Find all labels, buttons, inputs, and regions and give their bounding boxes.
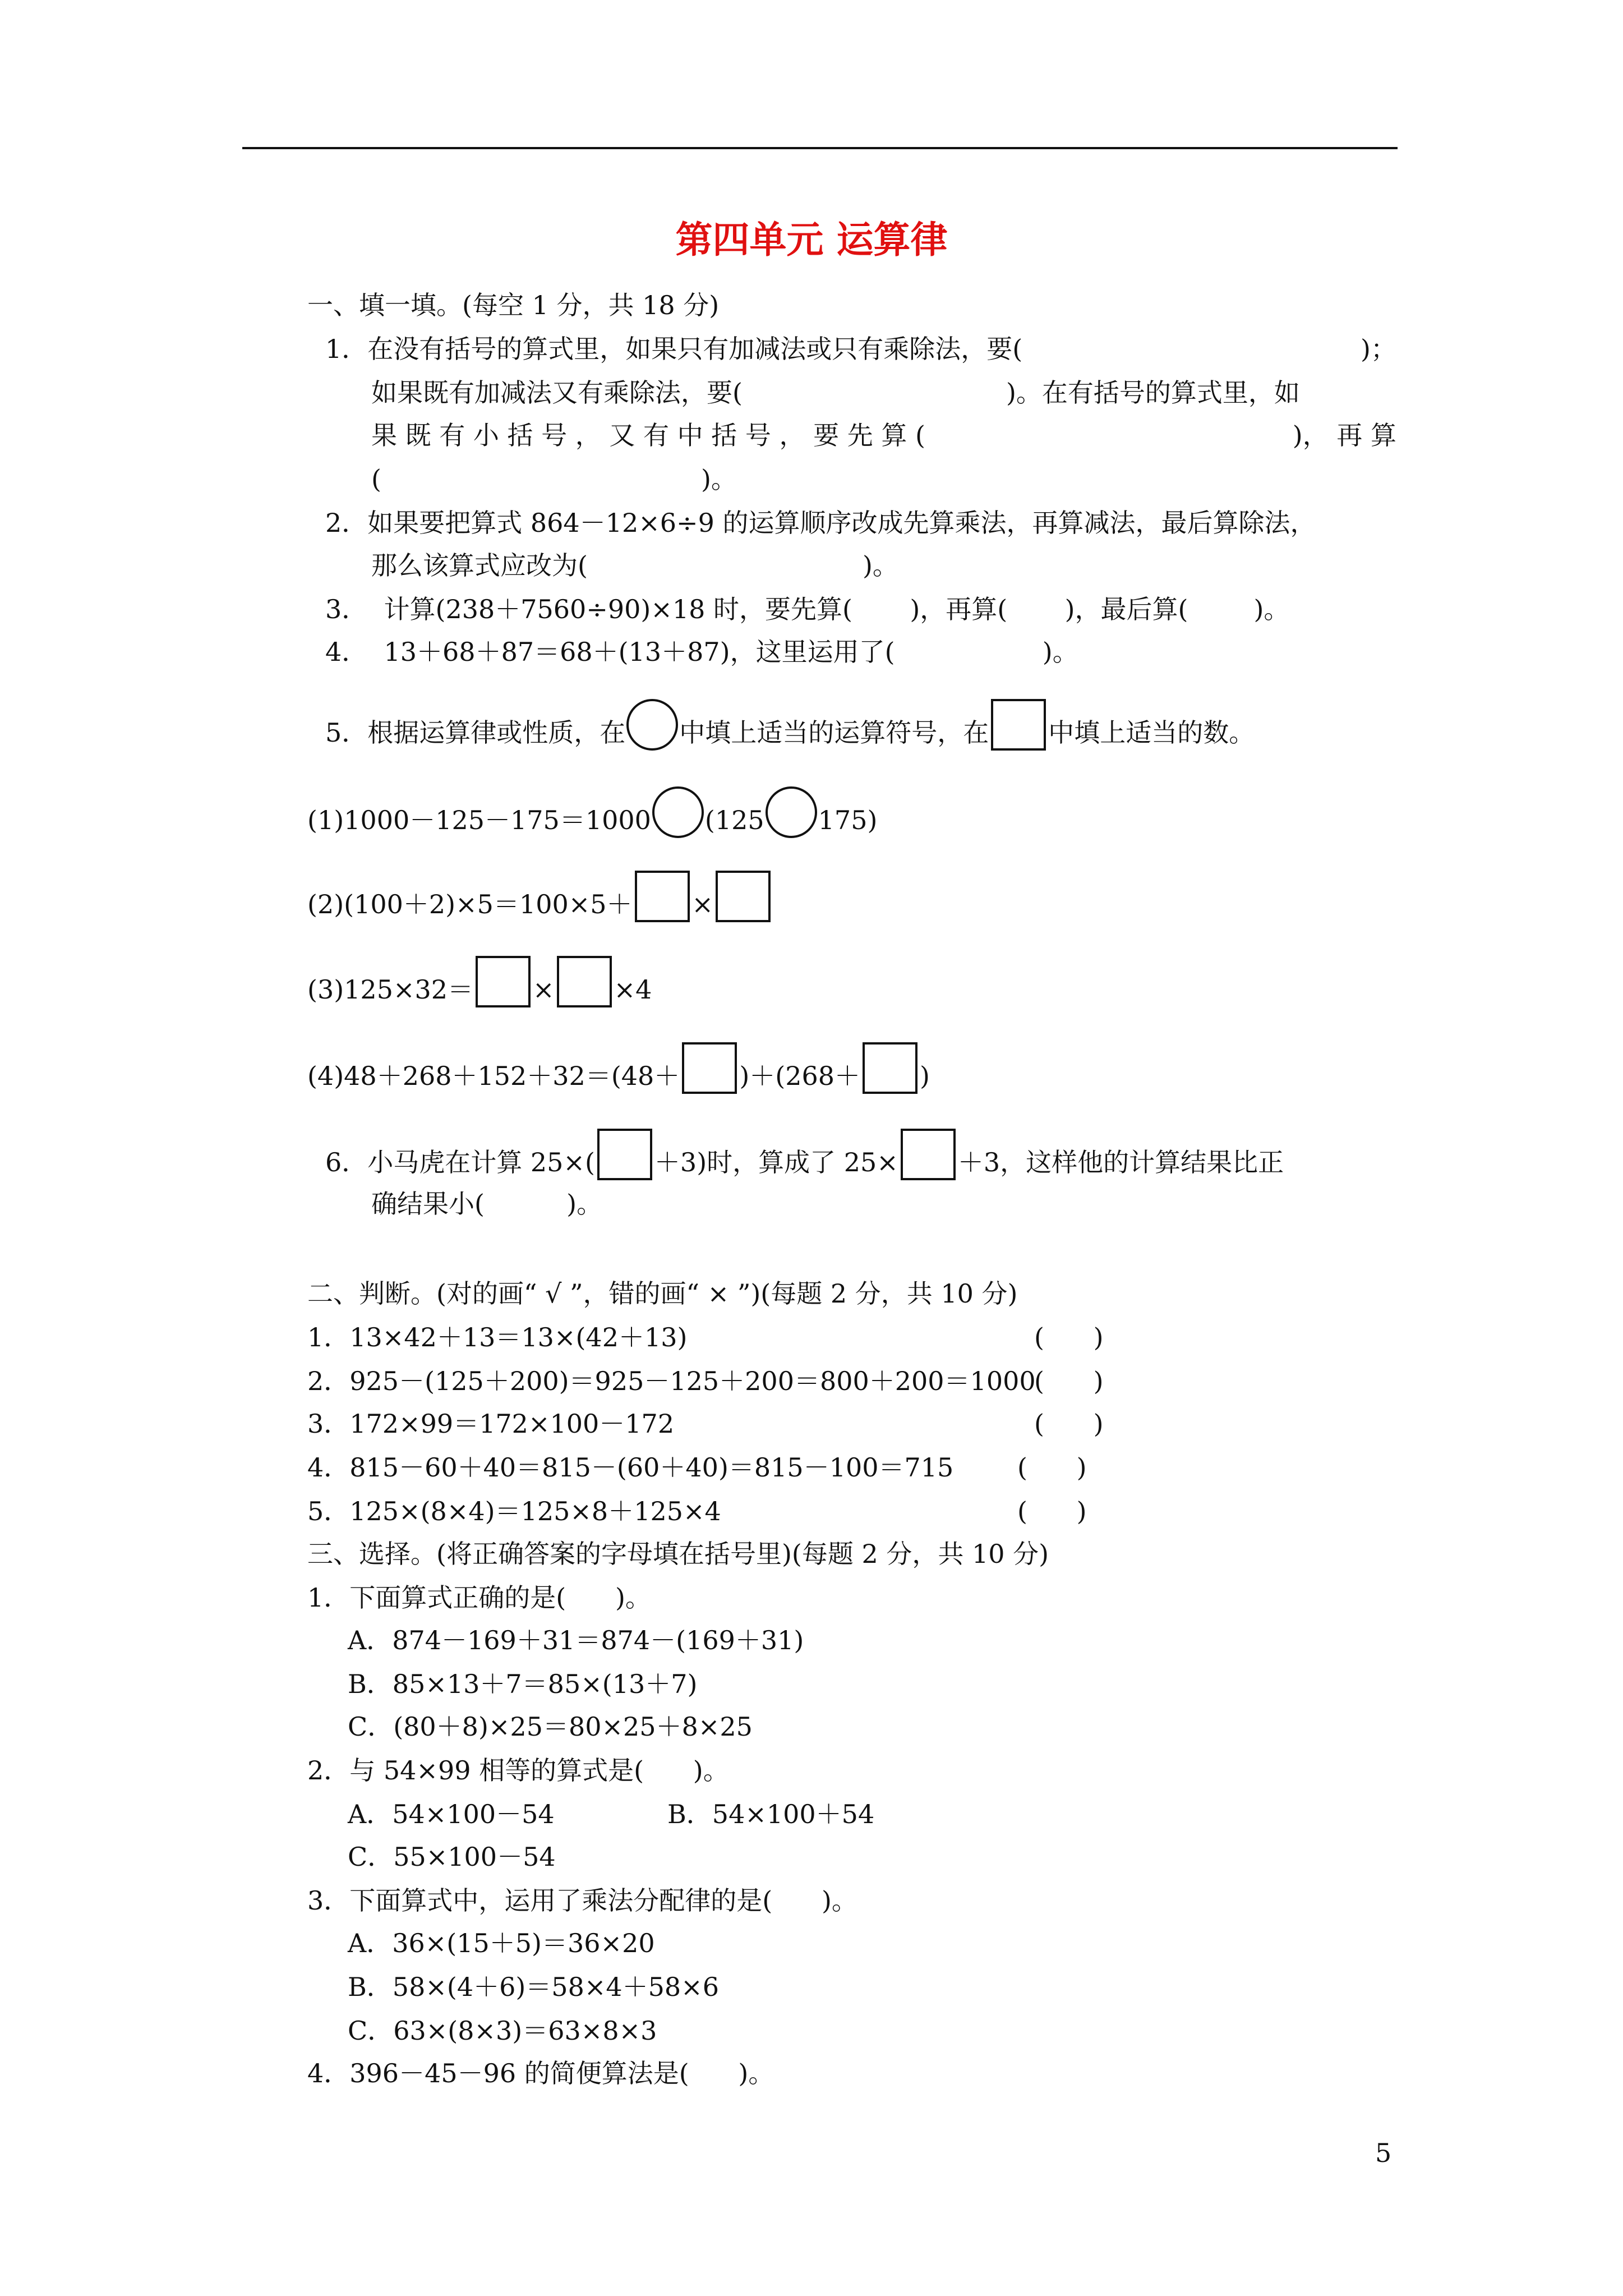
section-2-heading: 二、判断。(对的画“ √ ”，错的画“ × ”)(每题 2 分，共 10 分) [307, 1278, 1018, 1309]
judge-item-4: 4．815－60＋40＝815－(60＋40)＝815－100＝715 [307, 1452, 954, 1483]
q5-text-c: 中填上适当的数。 [1048, 717, 1255, 748]
circle-blank-icon [626, 699, 678, 751]
judge-answer-1[interactable]: ( ) [1034, 1322, 1104, 1352]
q5-s1-text-c: 175) [818, 805, 878, 835]
q6-text-b: ＋3)时，算成了 25× [654, 1147, 898, 1177]
choice-q2-option-b[interactable]: B．54×100＋54 [667, 1799, 875, 1829]
choice-q1-option-a[interactable]: A．874－169＋31＝874－(169＋31) [348, 1625, 804, 1655]
q4-text: 4． 13＋68＋87＝68＋(13＋87)，这里运用了( )。 [325, 637, 1078, 667]
q5-instruction [325, 709, 1255, 748]
q5-s1-text-b: (125 [704, 805, 764, 835]
q2-line-2-text: 那么该算式应改为( [371, 550, 588, 581]
choice-q1-option-c[interactable]: C．(80＋8)×25＝80×25＋8×25 [348, 1711, 753, 1742]
q5-s3-text-c: ×4 [614, 974, 652, 1005]
square-blank-icon[interactable] [635, 871, 690, 922]
q6-text-a: 6．小马虎在计算 25×( [325, 1147, 595, 1177]
choice-q3-option-c[interactable]: C．63×(8×3)＝63×8×3 [348, 2016, 657, 2046]
page-title: 第四单元 运算律 [675, 218, 948, 261]
q6-line-1 [325, 1139, 1284, 1175]
choice-q4: 4．396－45－96 的简便算法是( )。 [307, 2058, 774, 2088]
choice-q2-option-c[interactable]: C．55×100－54 [348, 1842, 556, 1872]
choice-q3: 3．下面算式中，运用了乘法分配律的是( )。 [307, 1885, 857, 1916]
q1-line-1 [325, 331, 1396, 367]
q1-line-2 [371, 375, 1300, 411]
q3-text: 3． 计算(238＋7560÷90)×18 时，要先算( )，再算( )，最后算( )。 [325, 594, 1290, 624]
header-rule [242, 147, 1398, 149]
square-blank-icon [991, 699, 1046, 751]
q6-text-c: ＋3，这样他的计算结果比正 [957, 1147, 1284, 1177]
q1-line-2-end: )。在有括号的算式里，如 [1006, 378, 1300, 408]
q1-line-1-end: )； [1361, 334, 1396, 364]
q1-line-3 [371, 417, 1396, 453]
choice-q2: 2．与 54×99 相等的算式是( )。 [307, 1755, 729, 1786]
q2-line-2 [371, 547, 898, 583]
judge-answer-4[interactable]: ( ) [1017, 1452, 1087, 1483]
square-blank-icon[interactable] [716, 871, 771, 922]
judge-item-2: 2．925－(125＋200)＝925－125＋200＝800＋200＝1000 [307, 1366, 1036, 1396]
q1-line-1-text: 1．在没有括号的算式里，如果只有加减法或只有乘除法，要( [325, 334, 1023, 364]
q2-line-2-end: )。 [862, 550, 898, 581]
square-blank-icon[interactable] [863, 1042, 917, 1094]
q5-s4-text-a: (4)48＋268＋152＋32＝(48＋ [307, 1061, 680, 1091]
section-3-heading: 三、选择。(将正确答案的字母填在括号里)(每题 2 分，共 10 分) [307, 1539, 1049, 1569]
circle-blank-icon[interactable] [652, 786, 704, 838]
q1-line-4 [371, 461, 737, 497]
square-blank-icon[interactable] [682, 1042, 737, 1094]
q2-line-1: 2．如果要把算式 864－12×6÷9 的运算顺序改成先算乘法，再算减法，最后算除法， [325, 508, 1316, 538]
q1-line-4-end: )。 [700, 464, 737, 494]
judge-item-5: 5．125×(8×4)＝125×8＋125×4 [307, 1496, 721, 1526]
q5-sub-3 [307, 966, 652, 1005]
q5-sub-4 [307, 1052, 930, 1091]
q5-s2-text-a: (2)(100＋2)×5＝100×5＋ [307, 889, 633, 919]
q5-s3-text-b: × [533, 974, 555, 1005]
page-number: 5 [1375, 2138, 1392, 2168]
choice-q2-option-a[interactable]: A．54×100－54 [348, 1799, 555, 1829]
square-blank-icon[interactable] [901, 1129, 956, 1180]
section-1-heading: 一、填一填。(每空 1 分，共 18 分) [307, 290, 720, 320]
q5-text-a: 5．根据运算律或性质，在 [325, 717, 626, 748]
square-blank-icon[interactable] [476, 956, 531, 1007]
q1-line-3-end: )， 再 算 [1292, 420, 1396, 450]
judge-item-3: 3．172×99＝172×100－172 [307, 1409, 675, 1439]
q5-sub-2 [307, 881, 773, 917]
q1-line-2-text: 如果既有加减法又有乘除法，要( [371, 378, 743, 408]
q1-line-4-open: ( [371, 464, 381, 494]
q5-s2-text-b: × [691, 889, 714, 919]
judge-answer-5[interactable]: ( ) [1017, 1496, 1087, 1526]
judge-answer-3[interactable]: ( ) [1034, 1409, 1104, 1439]
q1-line-3-text: 果 既 有 小 括 号 ， 又 有 中 括 号 ， 要 先 算 ( [371, 420, 925, 450]
circle-blank-icon[interactable] [766, 786, 817, 838]
judge-answer-2[interactable]: ( ) [1034, 1366, 1104, 1396]
q5-s4-text-b: )＋(268＋ [739, 1061, 861, 1091]
square-blank-icon[interactable] [597, 1129, 652, 1180]
choice-q1-option-b[interactable]: B．85×13＋7＝85×(13＋7) [348, 1669, 698, 1699]
choice-q3-option-b[interactable]: B．58×(4＋6)＝58×4＋58×6 [348, 1972, 719, 2002]
q5-text-b: 中填上适当的运算符号，在 [679, 717, 989, 748]
judge-item-1: 1．13×42＋13＝13×(42＋13) [307, 1322, 688, 1352]
choice-q1: 1．下面算式正确的是( )。 [307, 1582, 651, 1613]
q5-s3-text-a: (3)125×32＝ [307, 974, 474, 1005]
q5-s1-text-a: (1)1000－125－175＝1000 [307, 805, 651, 835]
choice-q3-option-a[interactable]: A．36×(15＋5)＝36×20 [348, 1928, 655, 1958]
q5-sub-1 [307, 797, 878, 835]
q6-line-2: 确结果小( )。 [371, 1189, 603, 1219]
q5-s4-text-c: ) [920, 1061, 930, 1091]
square-blank-icon[interactable] [557, 956, 612, 1007]
